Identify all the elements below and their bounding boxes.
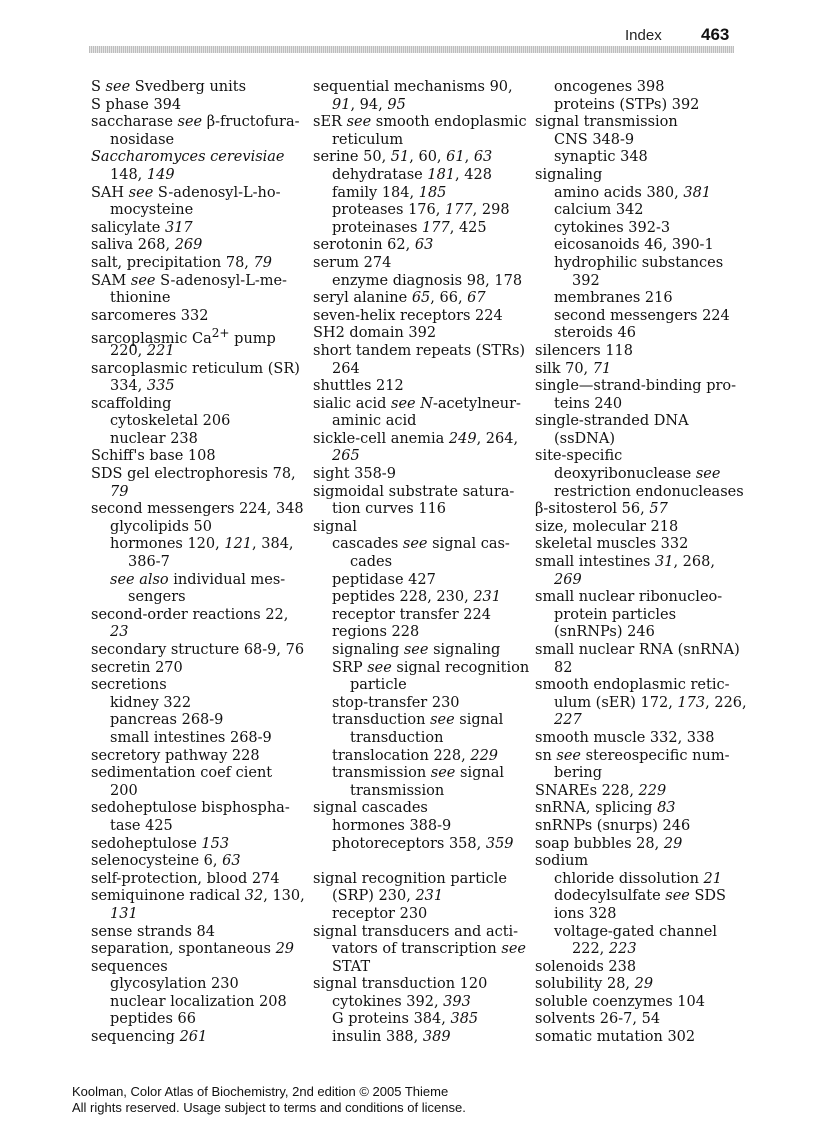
- index-subentry-line: 200: [110, 782, 138, 799]
- index-subentry-line: G proteins 384, 385: [332, 1011, 479, 1028]
- index-subentry-line: 82: [554, 659, 573, 676]
- index-entry-line: soap bubbles 28, 29: [535, 835, 683, 852]
- index-column-2: [313, 79, 529, 1047]
- index-subentry-line: pancreas 268-9: [110, 712, 224, 729]
- index-subentry-line: 220, 221: [110, 342, 175, 359]
- index-entry-line: signal cascades: [313, 800, 428, 817]
- index-subentry-line: hormones 120, 121, 384,: [110, 536, 294, 553]
- index-subentry-line: 23: [110, 624, 129, 641]
- index-entry-line: sight 358-9: [313, 466, 396, 483]
- index-subentry-line: 264: [332, 360, 360, 377]
- index-entry-line: second messengers 224, 348: [91, 501, 304, 518]
- index-entry-line: SH2 domain 392: [313, 325, 437, 342]
- index-subentry-line: 386-7: [128, 554, 170, 571]
- index-entry-line: β-sitosterol 56, 57: [535, 501, 668, 518]
- index-entry-line: S see Svedberg units: [91, 79, 247, 95]
- index-entry-line: sense strands 84: [91, 923, 215, 940]
- index-subentry-line: CNS 348-9: [554, 131, 635, 148]
- index-subentry-line: see also individual mes-: [110, 571, 286, 588]
- index-column-3: [535, 79, 747, 1047]
- index-subentry-line: dehydratase 181, 428: [332, 166, 492, 183]
- index-entry-line: sedoheptulose 153: [91, 835, 230, 852]
- index-subentry-line: reticulum: [332, 131, 404, 148]
- index-subentry-line: calcium 342: [554, 202, 644, 219]
- index-subentry-line: mocysteine: [110, 202, 194, 219]
- index-subentry-line: vators of transcription see: [332, 941, 526, 958]
- index-entry-line: skeletal muscles 332: [535, 536, 689, 553]
- index-entry-line: solubility 28, 29: [535, 976, 654, 993]
- index-subentry-line: dodecylsulfate see SDS: [554, 888, 726, 905]
- index-entry-line: Saccharomyces cerevisiae: [91, 149, 285, 166]
- index-subentry-line: transduction see signal: [332, 712, 504, 729]
- index-subentry-line: signaling see signaling: [332, 642, 501, 658]
- index-entry-line: sarcomeres 332: [91, 307, 209, 324]
- index-subentry-line: STAT: [332, 958, 371, 975]
- index-subentry-line: tion curves 116: [332, 501, 447, 518]
- copyright-footer: [72, 1084, 466, 1115]
- index-entry-line: single—strand-binding pro-: [535, 378, 737, 395]
- index-subentry-line: transduction: [350, 729, 444, 746]
- index-subentry-line: transmission see signal: [332, 765, 504, 782]
- index-subentry-line: kidney 322: [110, 694, 192, 711]
- index-entry-line: sn see stereospecific num-: [535, 747, 730, 764]
- index-entry-line: serotonin 62, 63: [313, 237, 434, 254]
- index-entry-line: saliva 268, 269: [91, 237, 203, 254]
- index-entry-line: site-specific: [535, 448, 623, 465]
- index-entry-line: sER see smooth endoplasmic: [313, 114, 527, 131]
- index-subentry-line: amino acids 380, 381: [554, 184, 712, 201]
- index-subentry-line: peptides 228, 230, 231: [332, 589, 501, 606]
- index-subentry-line: chloride dissolution 21: [554, 870, 722, 887]
- index-subentry-line: hormones 388-9: [332, 817, 452, 834]
- index-subentry-line: glycosylation 230: [110, 976, 239, 993]
- index-entry-line: silencers 118: [535, 342, 633, 359]
- index-entry-line: sequential mechanisms 90,: [313, 79, 513, 95]
- index-entry-line: signal transmission: [535, 114, 678, 131]
- index-entry-line: sigmoidal substrate satura-: [313, 483, 515, 500]
- index-subentry-line: thionine: [110, 290, 171, 307]
- index-entry-line: self-protection, blood 274: [91, 870, 280, 887]
- index-subentry-line: cytokines 392-3: [554, 219, 671, 236]
- index-subentry-line: 227: [554, 712, 582, 729]
- index-entry-line: silk 70, 71: [535, 360, 612, 377]
- index-subentry-line: bering: [554, 765, 603, 782]
- index-subentry-line: 148, 149: [110, 166, 175, 183]
- index-entry-line: secretin 270: [91, 659, 183, 676]
- index-entry-line: SAH see S-adenosyl-L-ho-: [91, 184, 281, 201]
- index-subentry-line: stop-transfer 230: [332, 694, 460, 711]
- index-entry-line: Schiff's base 108: [91, 448, 216, 465]
- index-subentry-line: 91, 94, 95: [332, 96, 406, 113]
- index-subentry-line: 79: [110, 483, 129, 500]
- index-entry-line: single-stranded DNA: [535, 413, 689, 430]
- index-subentry-line: SRP see signal recognition: [332, 659, 530, 676]
- index-entry-line: small nuclear RNA (snRNA): [535, 642, 740, 658]
- index-subentry-line: cascades see signal cas-: [332, 536, 510, 553]
- index-entry-line: snRNPs (snurps) 246: [535, 817, 691, 834]
- index-entry-line: selenocysteine 6, 63: [91, 853, 241, 870]
- index-subentry-line: photoreceptors 358, 359: [332, 835, 514, 852]
- header-rule: [89, 46, 734, 53]
- index-entry-line: sedoheptulose bisphospha-: [91, 800, 290, 817]
- index-subentry-line: proteases 176, 177, 298: [332, 202, 510, 219]
- index-entry-line: secretory pathway 228: [91, 747, 260, 764]
- index-subentry-line: second messengers 224: [554, 307, 730, 324]
- index-subentry-line: cades: [350, 554, 393, 571]
- index-subentry-line: peptidase 427: [332, 571, 436, 588]
- index-subentry-line: deoxyribonuclease see: [554, 466, 721, 483]
- index-entry-line: salicylate 317: [91, 219, 193, 236]
- index-subentry-line: peptides 66: [110, 1011, 196, 1028]
- index-subentry-line: (SRP) 230, 231: [332, 888, 444, 905]
- index-subentry-line: translocation 228, 229: [332, 747, 499, 764]
- index-entry-line: saccharase see β-fructofura-: [91, 114, 300, 131]
- index-entry-line: second-order reactions 22,: [91, 606, 289, 623]
- index-subentry-line: enzyme diagnosis 98, 178: [332, 272, 523, 289]
- index-entry-line: signaling: [535, 166, 603, 183]
- index-entry-line: signal transducers and acti-: [313, 923, 519, 940]
- index-subentry-line: receptor 230: [332, 905, 428, 922]
- index-subentry-line: (ssDNA): [554, 430, 615, 447]
- footer-line-1: Koolman, Color Atlas of Biochemistry, 2nd edition © 2005 Thieme: [72, 1084, 449, 1099]
- index-entry-line: scaffolding: [91, 395, 172, 412]
- index-entry-line: serine 50, 51, 60, 61, 63: [313, 149, 493, 166]
- index-entry-line: secondary structure 68-9, 76: [91, 642, 305, 658]
- index-subentry-line: ions 328: [554, 905, 617, 922]
- index-subentry-line: oncogenes 398: [554, 79, 665, 95]
- index-subentry-line: particle: [350, 677, 407, 694]
- index-subentry-line: insulin 388, 389: [332, 1029, 451, 1046]
- index-entry-line: sodium: [535, 853, 589, 870]
- index-subentry-line: restriction endonucleases: [554, 483, 744, 500]
- index-subentry-line: regions 228: [332, 624, 420, 641]
- index-column-1: [91, 79, 305, 1047]
- index-entry-line: seryl alanine 65, 66, 67: [313, 290, 486, 307]
- index-entry-line: serum 274: [313, 254, 392, 271]
- index-subentry-line: 265: [332, 448, 360, 465]
- index-entry-line: sarcoplasmic $Ca^{2+}$ pump: [91, 326, 276, 348]
- index-entry-line: sedimentation coef cient: [91, 765, 273, 782]
- index-subentry-line: transmission: [350, 782, 445, 799]
- index-entry-line: signal: [313, 518, 357, 535]
- index-entry-line: short tandem repeats (STRs): [313, 342, 526, 359]
- index-subentry-line: nosidase: [110, 131, 175, 148]
- page-number: 463: [701, 25, 730, 44]
- index-entry-line: SDS gel electrophoresis 78,: [91, 466, 296, 483]
- index-subentry-line: nuclear localization 208: [110, 993, 287, 1010]
- index-subentry-line: ulum (sER) 172, 173, 226,: [554, 694, 747, 711]
- index-subentry-line: cytokines 392, 393: [332, 993, 471, 1010]
- index-entry-line: shuttles 212: [313, 378, 404, 395]
- index-subentry-line: synaptic 348: [554, 149, 648, 166]
- index-subentry-line: tase 425: [110, 817, 173, 834]
- index-entry-line: S phase 394: [91, 96, 182, 113]
- index-entry-line: solenoids 238: [535, 958, 637, 975]
- index-subentry-line: nuclear 238: [110, 430, 198, 447]
- index-entry-line: small intestines 31, 268,: [535, 554, 715, 571]
- index-subentry-line: 334, 335: [110, 378, 175, 395]
- index-entry-line: sequences: [91, 958, 168, 975]
- index-subentry-line: hydrophilic substances: [554, 254, 724, 271]
- index-entry-line: solvents 26-7, 54: [535, 1011, 661, 1028]
- index-subentry-line: teins 240: [554, 395, 623, 412]
- index-subentry-line: steroids 46: [554, 325, 636, 342]
- index-entry-line: SAM see S-adenosyl-L-me-: [91, 272, 287, 289]
- index-subentry-line: membranes 216: [554, 290, 673, 307]
- index-subentry-line: 131: [110, 905, 138, 922]
- index-subentry-line: 269: [554, 571, 582, 588]
- index-entry-line: separation, spontaneous 29: [91, 941, 295, 958]
- index-subentry-line: receptor transfer 224: [332, 606, 491, 623]
- index-entry-line: snRNA, splicing 83: [535, 800, 676, 817]
- index-subentry-line: protein particles: [554, 606, 677, 623]
- index-subentry-line: glycolipids 50: [110, 518, 212, 535]
- index-subentry-line: 392: [572, 272, 600, 289]
- index-subentry-line: aminic acid: [332, 413, 417, 430]
- index-entry-line: size, molecular 218: [535, 518, 679, 535]
- index-entry-line: salt, precipitation 78, 79: [91, 254, 272, 271]
- index-entry-line: seven-helix receptors 224: [313, 307, 503, 324]
- index-entry-line: smooth endoplasmic retic-: [535, 677, 730, 694]
- index-subentry-line: family 184, 185: [332, 184, 447, 201]
- index-entry-line: somatic mutation 302: [535, 1029, 696, 1046]
- column-spacer: [313, 853, 529, 871]
- index-entry-line: smooth muscle 332, 338: [535, 729, 715, 746]
- index-entry-line: sequencing 261: [91, 1029, 208, 1046]
- index-entry-line: sialic acid see N-acetylneur-: [313, 395, 521, 412]
- index-entry-line: secretions: [91, 677, 167, 694]
- index-subentry-line: proteinases 177, 425: [332, 219, 487, 236]
- index-entry-line: signal recognition particle: [313, 870, 508, 887]
- index-subentry-line: (snRNPs) 246: [554, 624, 655, 641]
- index-subentry-line: eicosanoids 46, 390-1: [554, 237, 714, 254]
- index-entry-line: semiquinone radical 32, 130,: [91, 888, 305, 905]
- index-subentry-line: small intestines 268-9: [110, 729, 272, 746]
- index-subentry-line: cytoskeletal 206: [110, 413, 231, 430]
- index-subentry-line: 222, 223: [572, 941, 637, 958]
- index-entry-line: soluble coenzymes 104: [535, 993, 705, 1010]
- footer-line-2: All rights reserved. Usage subject to terms and conditions of license.: [72, 1099, 466, 1115]
- index-entry-line: small nuclear ribonucleo-: [535, 589, 723, 606]
- index-subentry-line: voltage-gated channel: [554, 923, 718, 940]
- running-header-title: Index: [625, 27, 662, 44]
- index-subentry-line: proteins (STPs) 392: [554, 96, 700, 113]
- index-subentry-line: sengers: [128, 589, 186, 606]
- index-entry-line: signal transduction 120: [313, 976, 488, 993]
- index-entry-line: SNAREs 228, 229: [535, 782, 667, 799]
- index-entry-line: sickle-cell anemia 249, 264,: [313, 430, 519, 447]
- index-entry-line: sarcoplasmic reticulum (SR): [91, 360, 300, 377]
